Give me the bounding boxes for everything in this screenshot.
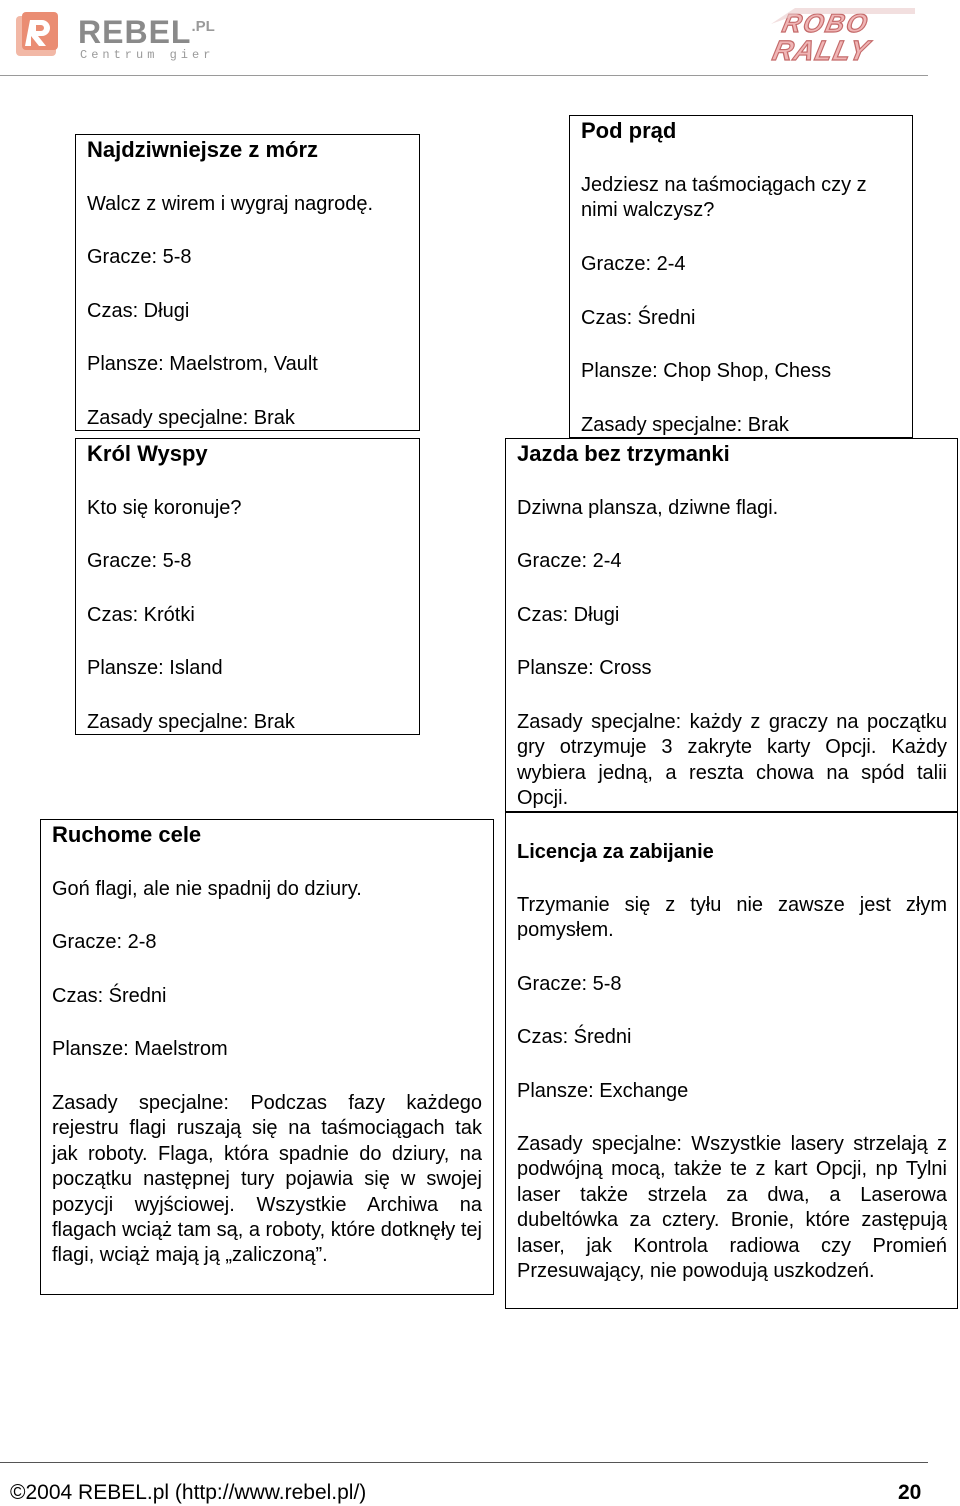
scenario-special-rules: Zasady specjalne: każdy z graczy na początku gry otrzymuje 3 zakryte karty Opcji. Każdy wybiera jedną, a reszta chowa na spód talii Opcji. [517,711,947,810]
scenario-card-licencja-za-zabijanie [505,812,958,1309]
scenario-boards: Plansze: Maelstrom [52,1038,228,1060]
scenario-description: Jedziesz na taśmociągach czy z nimi walczysz? [581,174,867,222]
scenario-time: Czas: Średni [517,1026,632,1048]
header-divider [0,75,928,76]
page-number: 20 [898,1481,922,1504]
scenario-title: Licencja za zabijanie [517,841,714,863]
scenario-time: Czas: Długi [517,604,620,626]
scenario-players: Gracze: 5-8 [517,973,622,995]
scenario-time: Czas: Krótki [87,604,195,626]
scenario-time: Czas: Długi [87,300,190,322]
footer-divider [0,1462,928,1463]
svg-text:RALLY: RALLY [769,34,873,66]
scenario-boards: Plansze: Island [87,657,223,679]
scenario-description: Walcz z wirem i wygraj nagrodę. [87,193,374,215]
rebel-logo-icon [14,10,62,58]
robo-rally-logo [765,4,925,68]
rebel-tagline: Centrum gier [80,48,215,62]
scenario-time: Czas: Średni [52,985,167,1007]
rebel-brand-name: $REBEL^{.PL}$ [78,14,215,50]
scenario-special-rules: Zasady specjalne: Brak [87,711,295,733]
scenario-card-jazda-bez-trzymanki [505,438,958,812]
scenario-title: Jazda bez trzymanki [517,441,730,466]
scenario-title: Najdziwniejsze z mórz [87,137,319,162]
scenario-boards: Plansze: Maelstrom, Vault [87,353,318,375]
rebel-logo [14,8,215,64]
scenario-card-pod-prad [569,115,913,438]
scenario-special-rules: Zasady specjalne: Podczas fazy każdego rejestru flagi ruszają się na taśmociągach tak jak roboty. Flaga, która spadnie do dziury, na początku następnej tury pojawia się w swojej pozycji wyjściowej. Wszystkie Archiwa na flagach wciąż tam są, a roboty, które dotknęły tej flagi, wciąż mają ją „zaliczoną”. [52,1092,482,1267]
scenario-description: Goń flagi, ale nie spadnij do dziury. [52,878,362,900]
scenario-description: Dziwna plansza, dziwne flagi. [517,497,779,519]
scenario-players: Gracze: 2-8 [52,931,157,953]
scenario-boards: Plansze: Cross [517,657,652,679]
svg-text:ROBO: ROBO [779,8,873,38]
scenario-special-rules: Zasady specjalne: Brak [581,414,789,436]
footer-copyright: ©2004 REBEL.pl (http://www.rebel.pl/) [10,1481,367,1504]
scenario-players: Gracze: 2-4 [517,550,622,572]
scenario-time: Czas: Średni [581,307,696,329]
scenario-description: Trzymanie się z tyłu nie zawsze jest złym pomysłem. [517,894,947,942]
scenario-special-rules: Zasady specjalne: Wszystkie lasery strzelają z podwójną mocą, także te z kart Opcji, np Tylni laser także strzela za dwa, a Laserowa dubeltówka za cztery. Bronie, które zastępują laser, jak Kontrola radiowa czy Promień Przesuwający, nie powodują uszkodzeń. [517,1133,947,1283]
scenario-special-rules: Zasady specjalne: Brak [87,407,295,429]
scenario-card-krol-wyspy [75,438,420,735]
scenario-card-ruchome-cele [40,819,494,1295]
scenario-boards: Plansze: Exchange [517,1080,689,1102]
scenario-players: Gracze: 5-8 [87,550,192,572]
scenario-players: Gracze: 2-4 [581,253,686,275]
scenario-title: Król Wyspy [87,441,208,466]
scenario-description: Kto się koronuje? [87,497,242,519]
scenario-title: Ruchome cele [52,822,202,847]
scenario-players: Gracze: 5-8 [87,246,192,268]
scenario-card-najdziwniejsze [75,134,420,431]
scenario-boards: Plansze: Chop Shop, Chess [581,360,832,382]
scenario-title: Pod prąd [581,118,677,143]
